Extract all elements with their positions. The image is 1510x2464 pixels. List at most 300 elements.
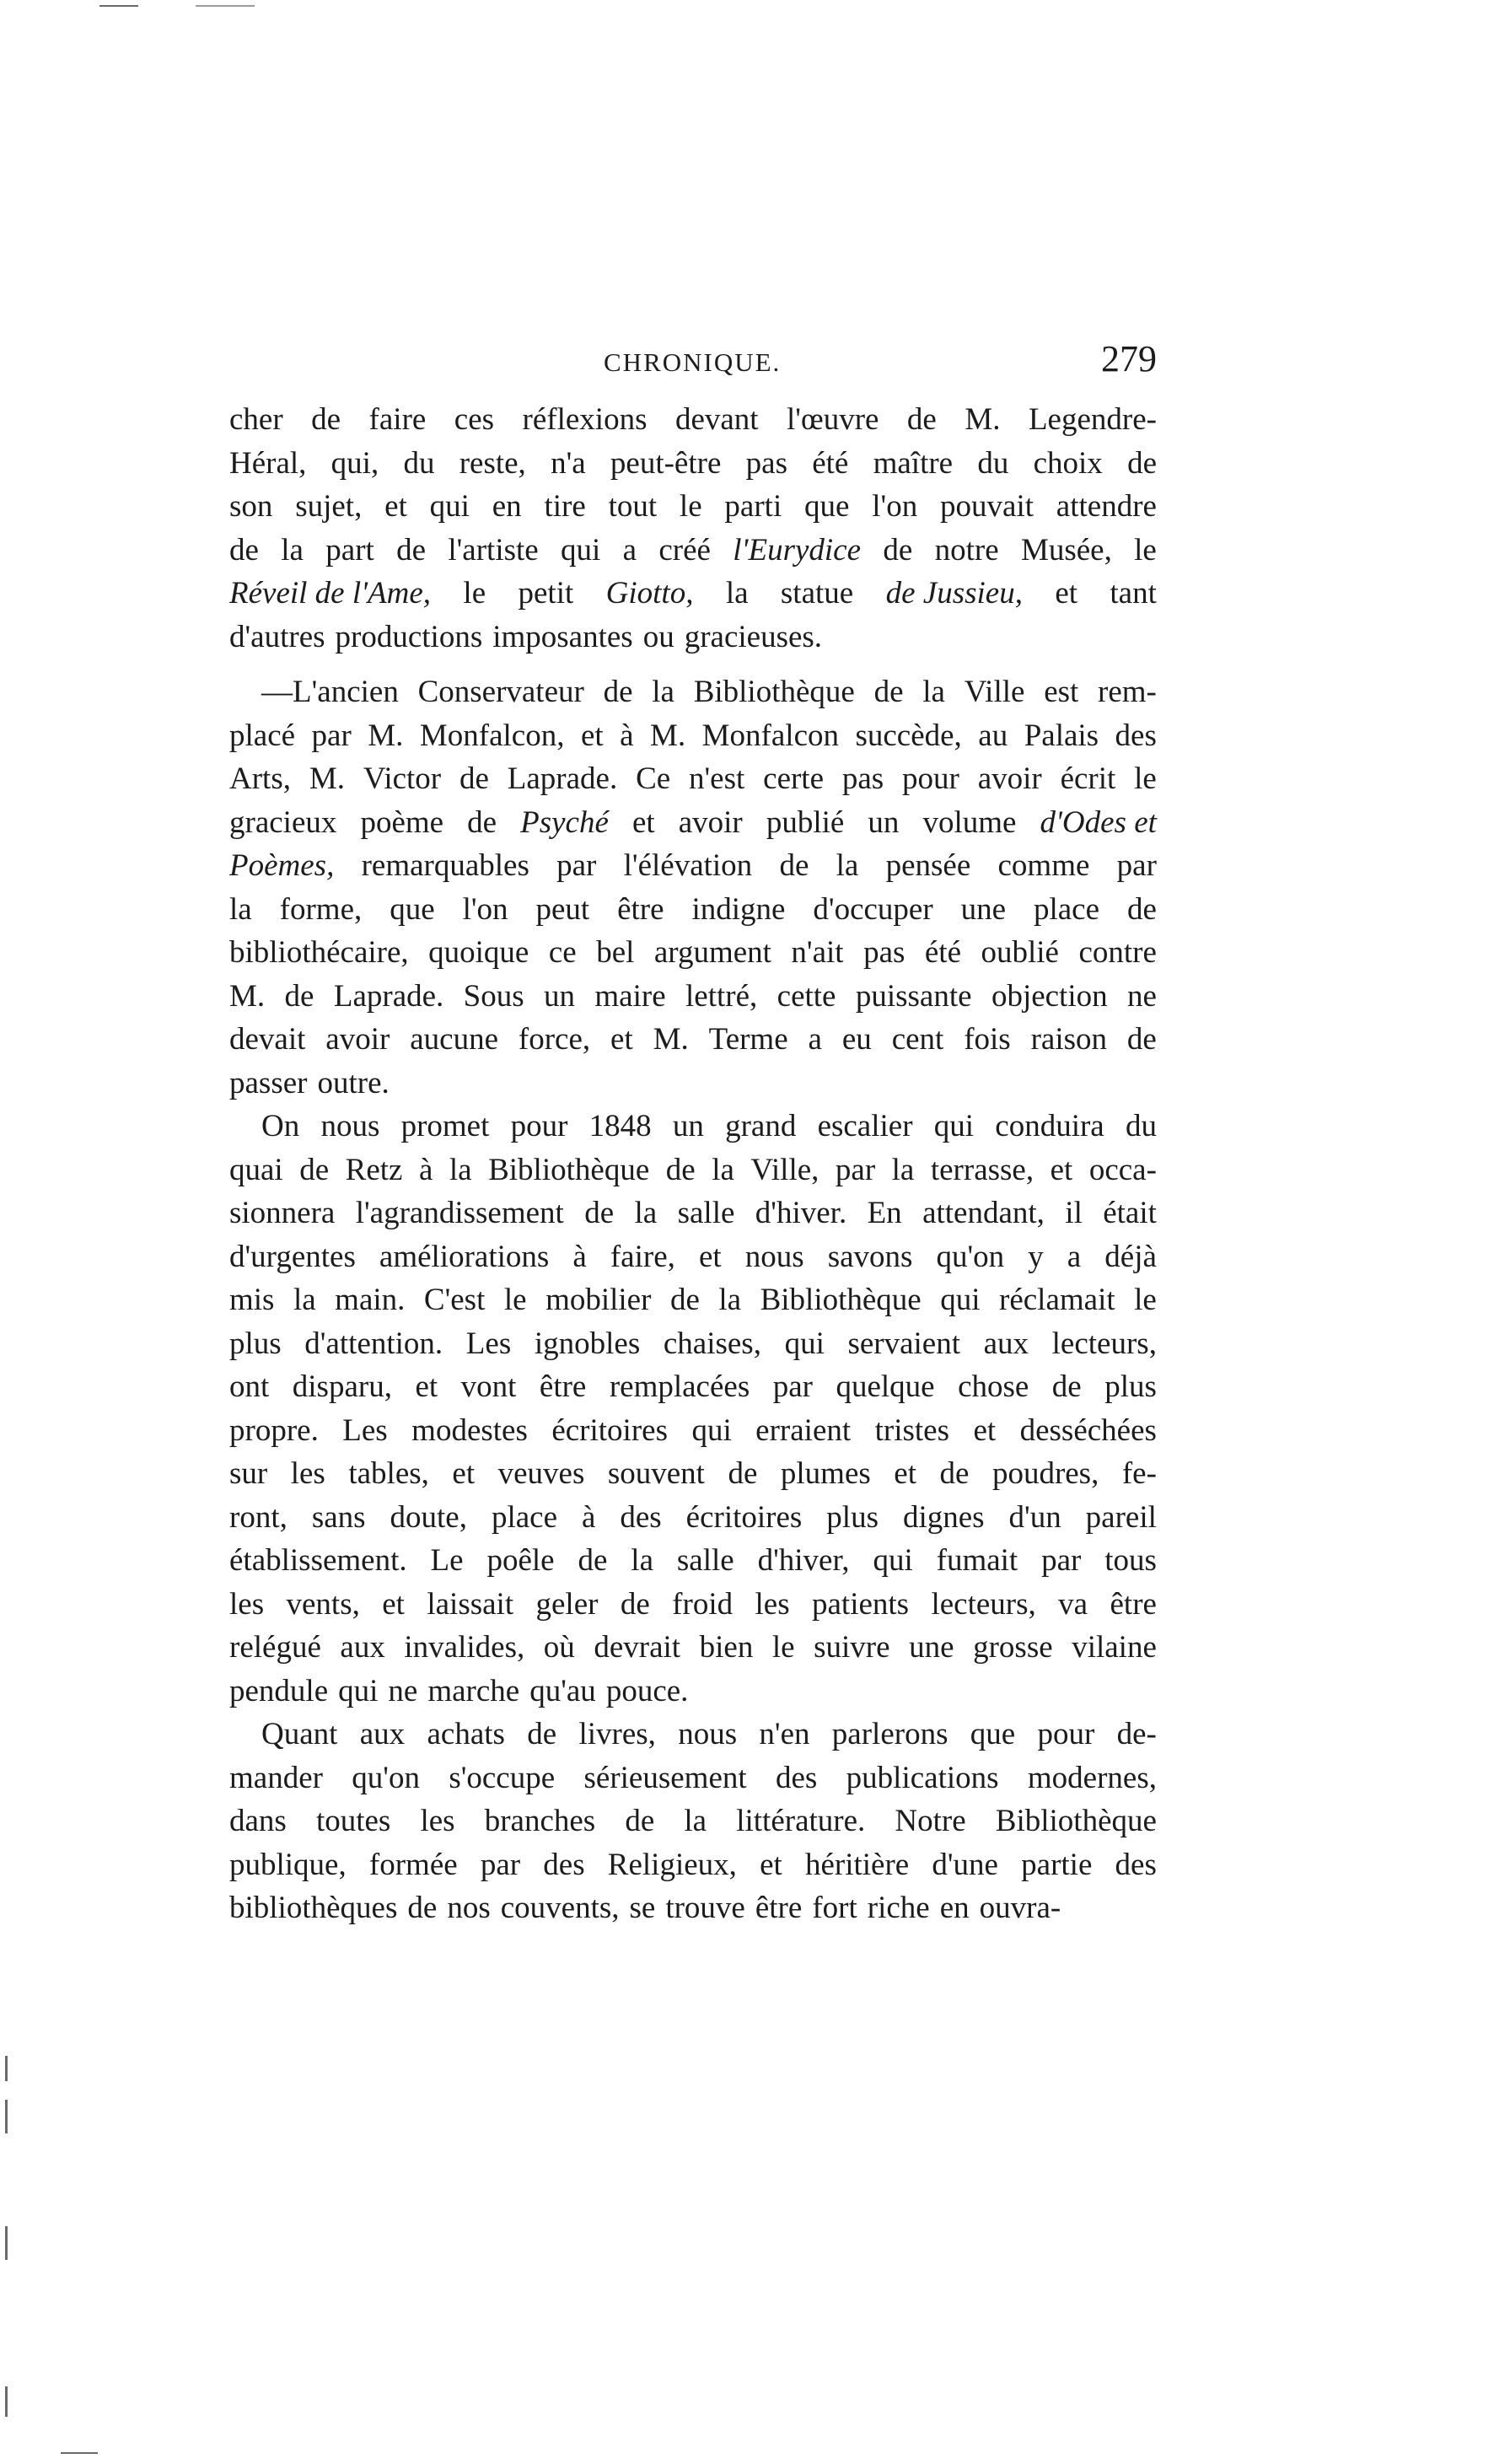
word: le xyxy=(1134,1283,1157,1317)
word: et xyxy=(415,1369,438,1404)
word: M. xyxy=(653,1022,689,1057)
word: tables, xyxy=(348,1456,429,1491)
word: la xyxy=(891,1152,915,1187)
word: ouvra- xyxy=(979,1891,1061,1925)
word: des xyxy=(543,1847,585,1882)
word: disparu, xyxy=(292,1369,392,1404)
word: branches xyxy=(484,1804,596,1838)
word: écritoires xyxy=(551,1412,668,1448)
word: de xyxy=(1126,1022,1157,1057)
word: Religieux, xyxy=(607,1847,737,1882)
word: est xyxy=(1044,675,1079,709)
word: les xyxy=(290,1456,325,1491)
word: servaient xyxy=(847,1326,960,1361)
scan-mark-top xyxy=(99,5,138,7)
word: une xyxy=(960,891,1007,927)
word: a xyxy=(1067,1239,1082,1274)
word: était xyxy=(1103,1196,1157,1230)
text-line xyxy=(229,714,1157,758)
word: qui xyxy=(933,1109,975,1143)
word: nos xyxy=(447,1891,491,1925)
word: En xyxy=(867,1196,902,1230)
word: de xyxy=(1051,1369,1082,1404)
word: et xyxy=(973,1412,997,1448)
word: comme xyxy=(997,848,1090,883)
word: reste, xyxy=(459,445,526,481)
word: dignes xyxy=(902,1499,985,1535)
word: maître xyxy=(873,445,954,481)
text-line xyxy=(229,1496,1157,1540)
word: Notre xyxy=(895,1804,966,1838)
word: parlerons xyxy=(831,1717,948,1751)
word: objection xyxy=(991,978,1108,1014)
word: passer xyxy=(229,1065,308,1100)
word: de xyxy=(665,1152,696,1187)
word: de xyxy=(311,402,341,437)
word: ne xyxy=(1127,978,1157,1014)
text-line xyxy=(229,757,1157,801)
word: lecteurs, xyxy=(931,1586,1036,1622)
word: Monfalcon, xyxy=(419,718,565,753)
word: doute, xyxy=(390,1499,467,1535)
word: été xyxy=(812,445,849,481)
word: de xyxy=(299,1152,330,1187)
word: place xyxy=(491,1499,557,1535)
word: achats xyxy=(427,1717,505,1751)
paragraph xyxy=(229,1105,1157,1713)
text-line xyxy=(229,1452,1157,1496)
word: avoir xyxy=(678,804,743,840)
word: escalier xyxy=(817,1109,913,1143)
word: place xyxy=(1033,891,1100,927)
scan-mark-top-2 xyxy=(196,5,255,7)
word: notre xyxy=(934,532,999,568)
word: Le xyxy=(430,1543,464,1578)
word: Bibliothèque xyxy=(995,1804,1157,1838)
word: veuves xyxy=(497,1456,585,1491)
word: choix xyxy=(1033,445,1103,481)
word: pendule xyxy=(229,1673,329,1708)
word: d'attention. xyxy=(304,1326,443,1361)
word: publié xyxy=(766,804,845,840)
word: ont xyxy=(229,1369,270,1404)
word: force, xyxy=(518,1022,591,1057)
word: publications xyxy=(846,1760,999,1795)
word: des xyxy=(620,1499,662,1535)
scan-mark-left-3 xyxy=(5,2226,8,2260)
word: salle xyxy=(676,1543,734,1578)
word: la xyxy=(718,1283,742,1317)
word: a xyxy=(808,1022,822,1057)
word: cent xyxy=(891,1022,944,1057)
word: qu'on xyxy=(352,1760,420,1795)
word: Les xyxy=(465,1326,512,1361)
word: va xyxy=(1058,1586,1088,1622)
word: n'est xyxy=(689,761,745,796)
word: écrit xyxy=(1060,761,1116,796)
word: raison xyxy=(1030,1022,1108,1057)
word: du xyxy=(403,445,435,481)
word: certe xyxy=(763,761,825,796)
word: les xyxy=(755,1586,790,1622)
word: M. xyxy=(309,761,345,796)
word: la xyxy=(631,1543,653,1578)
word: ignobles xyxy=(534,1326,641,1361)
text-line xyxy=(229,1670,1157,1714)
word: nous xyxy=(320,1109,380,1143)
word: le xyxy=(679,489,702,524)
word: de xyxy=(396,532,427,568)
word: se xyxy=(629,1891,656,1925)
word: On xyxy=(261,1109,300,1143)
word: de xyxy=(779,848,809,883)
word: le xyxy=(463,576,486,611)
word: fois xyxy=(964,1022,1011,1057)
word: à xyxy=(418,1152,433,1187)
word: de- xyxy=(1116,1717,1157,1751)
word: terrasse, xyxy=(930,1152,1034,1187)
word: un xyxy=(868,804,900,840)
word: partie xyxy=(1021,1847,1093,1882)
word: à xyxy=(620,718,634,753)
word: de xyxy=(603,675,633,709)
text-line xyxy=(229,442,1157,486)
word: par xyxy=(1041,1543,1082,1578)
word: peut xyxy=(535,891,590,927)
word: l'on xyxy=(462,891,508,927)
word: Poèmes, xyxy=(229,848,335,883)
word: C'est xyxy=(423,1283,486,1317)
text-line xyxy=(229,616,1157,659)
scan-mark-left-2 xyxy=(5,2100,8,2133)
word: erraient xyxy=(755,1412,852,1448)
word: Legendre- xyxy=(1028,402,1157,437)
word: ne xyxy=(388,1673,418,1708)
word: grosse xyxy=(973,1630,1053,1665)
word: part xyxy=(325,532,374,568)
text-line xyxy=(229,1713,1157,1757)
word: l'Eurydice xyxy=(733,532,862,568)
word: par xyxy=(556,848,597,883)
word: littérature. xyxy=(736,1804,866,1838)
text-line xyxy=(229,398,1157,442)
word: du xyxy=(1125,1109,1157,1143)
text-line xyxy=(229,1149,1157,1192)
word: de xyxy=(407,1891,438,1925)
word: plus xyxy=(826,1499,879,1535)
word: s'occupe xyxy=(449,1760,556,1795)
word: les xyxy=(420,1804,455,1838)
word: réflexions xyxy=(522,402,648,437)
word: pour xyxy=(1037,1717,1095,1751)
word: Conservateur xyxy=(417,675,584,709)
word: de Jussieu, xyxy=(885,576,1023,611)
word: petit xyxy=(518,576,574,611)
word: Terme xyxy=(708,1022,788,1057)
word: aux xyxy=(340,1630,385,1665)
word: écritoires xyxy=(685,1499,803,1535)
word: sans xyxy=(311,1499,366,1535)
word: Ce xyxy=(636,761,671,796)
word: le xyxy=(1134,761,1157,796)
word: faire xyxy=(368,402,427,437)
word: des xyxy=(1115,718,1157,753)
word: aucune xyxy=(410,1022,498,1057)
word: Ville, xyxy=(750,1152,819,1187)
word: été xyxy=(924,935,961,970)
word: et xyxy=(384,489,407,524)
word: propre. xyxy=(229,1412,319,1448)
word: et xyxy=(610,1022,633,1057)
word: en xyxy=(492,489,522,524)
word: en xyxy=(939,1891,970,1925)
word: publique, xyxy=(229,1847,347,1882)
word: être xyxy=(755,1891,803,1925)
word: de xyxy=(527,1717,557,1751)
word: d'un xyxy=(1008,1499,1061,1535)
word: de xyxy=(625,1804,655,1838)
word: ces xyxy=(454,402,495,437)
word: le xyxy=(1134,532,1157,568)
word: Les xyxy=(342,1412,388,1448)
word: pour xyxy=(510,1109,568,1143)
word: outre. xyxy=(317,1065,390,1100)
word: qui xyxy=(873,1543,913,1578)
word: gracieux xyxy=(229,804,337,840)
word: mobilier xyxy=(545,1283,652,1317)
word: ou xyxy=(642,619,674,654)
word: M. xyxy=(965,402,1001,437)
word: être xyxy=(1110,1586,1157,1622)
word: froid xyxy=(672,1586,734,1622)
text-line xyxy=(229,670,1157,714)
word: nous xyxy=(744,1239,804,1274)
word: qui, xyxy=(330,445,379,481)
word: une xyxy=(909,1630,954,1665)
word: tire xyxy=(544,489,586,524)
word: la xyxy=(684,1804,707,1838)
word: de xyxy=(669,1283,700,1317)
word: Sous xyxy=(463,978,524,1014)
word: bibliothécaire, xyxy=(229,935,409,970)
word: Palais xyxy=(1024,718,1099,753)
paragraph-gap xyxy=(229,659,1157,670)
body-text xyxy=(229,398,1157,1930)
word: faire, xyxy=(610,1239,675,1274)
text-line xyxy=(229,1235,1157,1279)
text-line xyxy=(229,1409,1157,1453)
word: vont xyxy=(460,1369,517,1404)
word: relégué xyxy=(229,1630,321,1665)
word: le xyxy=(503,1283,527,1317)
word: la xyxy=(634,1196,658,1230)
word: marche xyxy=(427,1673,520,1708)
word: d'une xyxy=(932,1847,998,1882)
word: créé xyxy=(658,532,711,568)
word: pouvait xyxy=(940,489,1034,524)
word: main. xyxy=(335,1283,406,1317)
word: Musée, xyxy=(1020,532,1112,568)
word: devait xyxy=(229,1022,306,1057)
word: toutes xyxy=(315,1804,391,1838)
word: la xyxy=(293,1283,316,1317)
word: la xyxy=(229,891,252,927)
word: qui xyxy=(940,1283,981,1317)
word: Retz xyxy=(345,1152,403,1187)
word: d'autres xyxy=(229,619,325,654)
word: la xyxy=(652,675,674,709)
word: et xyxy=(698,1239,722,1274)
word: laissait xyxy=(427,1586,514,1622)
word: de xyxy=(1126,891,1157,927)
word: de xyxy=(1127,445,1157,481)
word: parti xyxy=(724,489,782,524)
word: les xyxy=(229,1586,265,1622)
word: et xyxy=(580,718,604,753)
word: savons xyxy=(827,1239,913,1274)
word: où xyxy=(543,1630,575,1665)
word: d'Odes et xyxy=(1040,804,1157,840)
word: sujet, xyxy=(295,489,363,524)
text-line xyxy=(229,1886,1157,1930)
text-line xyxy=(229,1539,1157,1583)
word: Victor xyxy=(363,761,442,796)
word: de xyxy=(906,402,937,437)
word: que xyxy=(390,891,435,927)
word: y xyxy=(1028,1239,1044,1274)
word: pensée xyxy=(885,848,971,883)
word: couvents, xyxy=(500,1891,620,1925)
word: promet xyxy=(400,1109,490,1143)
word: 1848 xyxy=(588,1109,652,1143)
word: la xyxy=(449,1152,472,1187)
word: devant xyxy=(674,402,759,437)
word: être xyxy=(539,1369,587,1404)
word: son xyxy=(229,489,273,524)
word: de xyxy=(620,1586,650,1622)
word: ce xyxy=(548,935,577,970)
word: M. xyxy=(229,978,266,1014)
word: invalides, xyxy=(404,1630,525,1665)
word: la xyxy=(725,576,749,611)
word: bibliothèques xyxy=(229,1891,398,1925)
word: Bibliothèque xyxy=(693,675,855,709)
word: volume xyxy=(922,804,1017,840)
word: oublié xyxy=(981,935,1059,970)
word: occa- xyxy=(1088,1152,1157,1187)
word: et xyxy=(382,1586,405,1622)
word: de xyxy=(459,761,489,796)
word: formée xyxy=(368,1847,458,1882)
word: Laprade. xyxy=(507,761,618,796)
word: bien xyxy=(699,1630,754,1665)
word: plus xyxy=(229,1326,282,1361)
text-line xyxy=(229,529,1157,573)
word: réclamait xyxy=(999,1283,1115,1317)
word: lecteurs, xyxy=(1051,1326,1157,1361)
word: déjà xyxy=(1104,1239,1157,1274)
text-line xyxy=(229,1278,1157,1322)
word: l'agrandissement xyxy=(355,1196,564,1230)
word: Ville xyxy=(964,675,1025,709)
word: dans xyxy=(229,1804,287,1838)
word: desséchées xyxy=(1019,1412,1157,1448)
word: la xyxy=(281,532,304,568)
word: Arts, xyxy=(229,761,291,796)
word: tristes xyxy=(874,1412,949,1448)
text-line xyxy=(229,1843,1157,1887)
word: patients xyxy=(812,1586,910,1622)
word: statue xyxy=(780,576,854,611)
word: et xyxy=(452,1456,476,1491)
word: qu'au xyxy=(529,1673,596,1708)
word: poudres, xyxy=(991,1456,1099,1491)
word: tant xyxy=(1110,576,1157,611)
word: que xyxy=(804,489,850,524)
text-line xyxy=(229,1105,1157,1149)
scan-mark-bottom xyxy=(61,2452,98,2454)
paragraph xyxy=(229,1713,1157,1930)
word: modestes xyxy=(411,1412,528,1448)
word: nous xyxy=(678,1717,738,1751)
text-line xyxy=(229,1626,1157,1670)
word: quoique xyxy=(428,935,529,970)
word: fort xyxy=(812,1891,857,1925)
scan-mark-left-1 xyxy=(5,2056,8,2081)
word: n'en xyxy=(759,1717,810,1751)
word: avoir xyxy=(325,1022,390,1057)
word: par xyxy=(835,1152,876,1187)
word: qui xyxy=(561,532,601,568)
word: quai xyxy=(229,1152,283,1187)
word: de xyxy=(284,978,314,1014)
word: cette xyxy=(776,978,836,1014)
word: productions xyxy=(335,619,483,654)
word: de xyxy=(873,675,904,709)
word: pareil xyxy=(1085,1499,1157,1535)
text-line xyxy=(229,1062,1157,1106)
text-line xyxy=(229,1322,1157,1366)
word: maire xyxy=(594,978,666,1014)
word: indigne xyxy=(691,891,786,927)
word: suivre xyxy=(814,1630,890,1665)
word: il xyxy=(1065,1196,1083,1230)
text-line xyxy=(229,572,1157,616)
word: n'ait xyxy=(791,935,844,970)
word: imposantes xyxy=(492,619,633,654)
word: héritière xyxy=(804,1847,910,1882)
word: d'hiver, xyxy=(757,1543,850,1578)
word: cher xyxy=(229,402,283,437)
word: au xyxy=(978,718,1008,753)
word: et xyxy=(1050,1152,1073,1187)
word: le xyxy=(771,1630,795,1665)
word: l'artiste xyxy=(448,532,539,568)
word: chose xyxy=(958,1369,1029,1404)
text-line xyxy=(229,1757,1157,1800)
word: trouve xyxy=(665,1891,745,1925)
word: de xyxy=(883,532,913,568)
word: et xyxy=(1055,576,1078,611)
word: puissante xyxy=(855,978,972,1014)
word: remplacées xyxy=(609,1369,750,1404)
word: et xyxy=(631,804,655,840)
word: Héral, xyxy=(229,445,307,481)
word: de xyxy=(467,804,497,840)
word: mis xyxy=(229,1283,275,1317)
word: plus xyxy=(1104,1369,1157,1404)
word: d'hiver. xyxy=(755,1196,847,1230)
